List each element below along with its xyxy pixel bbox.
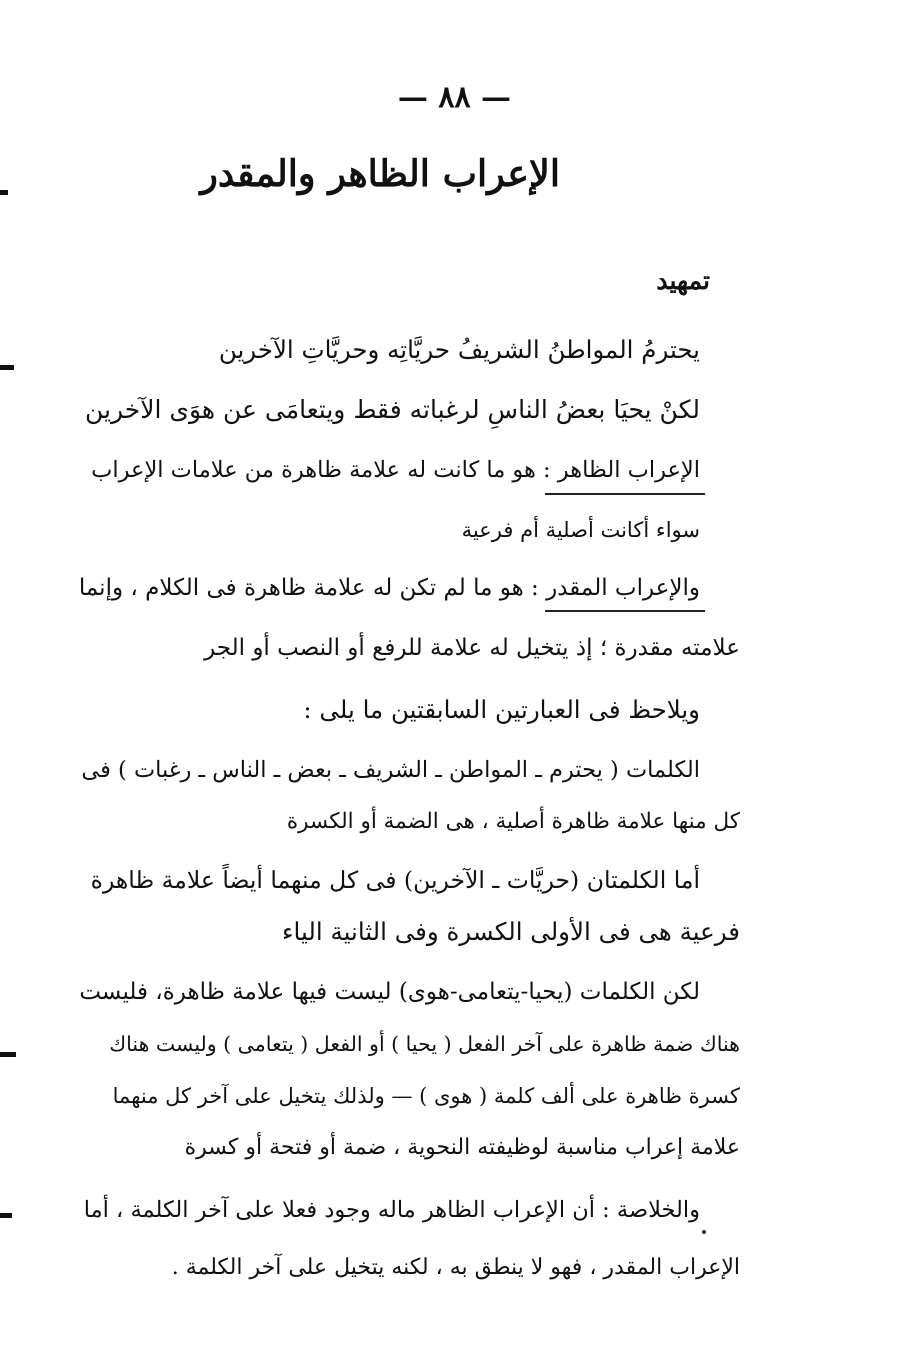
ink-dot: [702, 1230, 706, 1234]
margin-mark: [0, 365, 14, 370]
definition-underline: [545, 493, 705, 495]
text-line: لكن الكلمات (يحيا-يتعامى-هوى) ليست فيها علامة ظاهرة، فليست: [79, 979, 700, 1005]
text-line: ويلاحظ فى العبارتين السابقتين ما يلى :: [303, 695, 700, 724]
text-line: والخلاصة : أن الإعراب الظاهر ماله وجود فعلا على آخر الكلمة ، أما: [83, 1197, 700, 1223]
text-line: أما الكلمتان (حريَّات ـ الآخرين) فى كل منهما أيضاً علامة ظاهرة: [90, 866, 700, 894]
section-label: تمهيد: [656, 266, 710, 295]
text-line: هناك ضمة ظاهرة على آخر الفعل ( يحيا ) أو الفعل ( يتعامى ) وليست هناك: [109, 1032, 740, 1056]
text-line: الإعراب الظاهر : هو ما كانت له علامة ظاهرة من علامات الإعراب: [91, 457, 700, 483]
margin-mark: [0, 1213, 12, 1218]
text-line: والإعراب المقدر : هو ما لم تكن له علامة ظاهرة فى الكلام ، وإنما: [78, 575, 700, 601]
text-line: علامة إعراب مناسبة لوظيفته النحوية ، ضمة أو فتحة أو كسرة: [184, 1135, 740, 1160]
chapter-title: الإعراب الظاهر والمقدر: [200, 152, 560, 195]
text-line: كل منها علامة ظاهرة أصلية ، هى الضمة أو الكسرة: [286, 809, 740, 834]
text-line: علامته مقدرة ؛ إذ يتخيل له علامة للرفع أو النصب أو الجر: [204, 635, 740, 661]
text-line: الكلمات ( يحترم ـ المواطن ـ الشريف ـ بعض ـ الناس ـ رغبات ) فى: [81, 757, 700, 783]
text-line: لكنْ يحيَا بعضُ الناسِ لرغباته فقط ويتعامَى عن هوَى الآخرين: [85, 395, 700, 424]
text-line: الإعراب المقدر ، فهو لا ينطق به ، لكنه يتخيل على آخر الكلمة .: [171, 1255, 740, 1280]
page-number: — ٨٨ —: [397, 80, 512, 115]
margin-mark: [0, 190, 8, 195]
definition-underline: [545, 610, 705, 612]
text-line: كسرة ظاهرة على ألف كلمة ( هوى ) — ولذلك يتخيل على آخر كل منهما: [112, 1084, 740, 1108]
text-line: يحترمُ المواطنُ الشريفُ حريَّاتِه وحريَّاتِ الآخرين: [218, 335, 700, 364]
text-line: سواء أكانت أصلية أم فرعية: [461, 518, 700, 542]
text-line: فرعية هى فى الأولى الكسرة وفى الثانية الياء: [282, 917, 740, 946]
margin-mark: [0, 1052, 16, 1057]
